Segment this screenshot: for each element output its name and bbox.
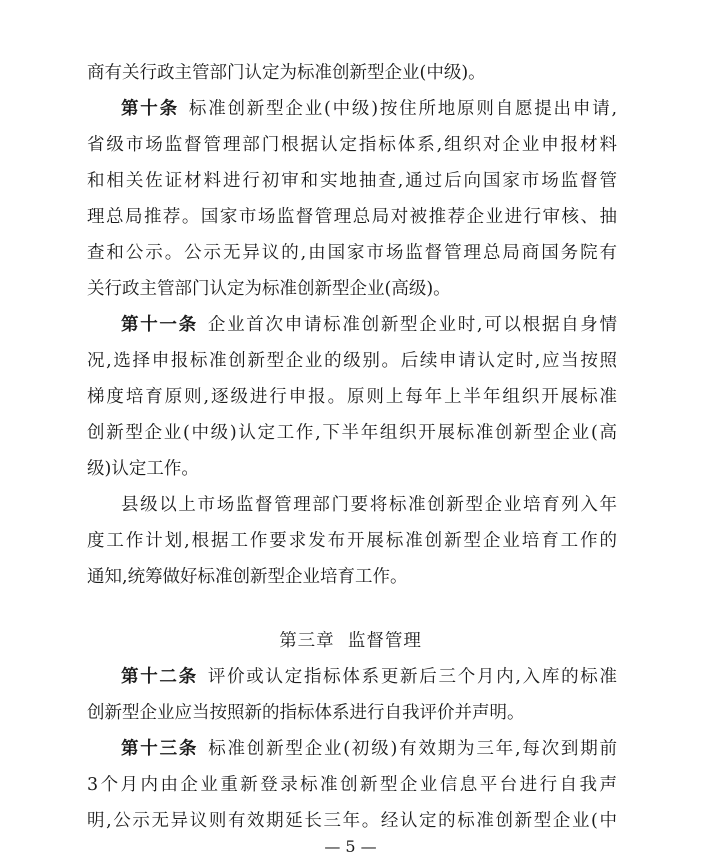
text-line: 县级以上市场监督管理部门要将标准创新型企业培育列入年: [121, 495, 617, 515]
article-heading: 第十三条: [121, 739, 199, 759]
article-line: [121, 666, 617, 688]
article-heading: 第十一条: [121, 315, 198, 335]
page-number: — 5 —: [324, 837, 377, 856]
article-line: [121, 98, 617, 120]
text-line: 和相关佐证材料进行初审和实地抽查,通过后向国家市场监督管: [87, 171, 617, 191]
text-line: 商有关行政主管部门认定为标准创新型企业(中级)。: [87, 63, 486, 83]
text-line: 通知,统筹做好标准创新型企业培育工作。: [87, 567, 408, 587]
text-line: 省级市场监督管理部门根据认定指标体系,组织对企业申报材料: [87, 135, 617, 155]
text-line: 创新型企业(中级)认定工作,下半年组织开展标准创新型企业(高: [87, 423, 617, 443]
text-line: 梯度培育原则,逐级进行申报。原则上每年上半年组织开展标准: [87, 387, 617, 407]
text-line: 况,选择申报标准创新型企业的级别。后续申请认定时,应当按照: [87, 351, 617, 371]
text-line: 级)认定工作。: [87, 459, 199, 479]
text-line: 关行政主管部门认定为标准创新型企业(高级)。: [87, 279, 451, 299]
article-line: [121, 314, 617, 336]
text-line: 创新型企业应当按照新的指标体系进行自我评价并声明。: [87, 703, 525, 723]
text-run: 评价或认定指标体系更新后三个月内,入库的标准: [207, 667, 618, 687]
chapter-heading: 第三章 监督管理: [279, 631, 422, 651]
text-run: 企业首次申请标准创新型企业时,可以根据自身情: [207, 315, 618, 335]
article-line: [121, 738, 617, 760]
text-run: 标准创新型企业(中级)按住所地原则自愿提出申请,: [188, 99, 618, 119]
text-line: 明,公示无异议则有效期延长三年。经认定的标准创新型企业(中: [87, 811, 617, 831]
article-heading: 第十条: [121, 99, 179, 119]
text-line: 度工作计划,根据工作要求发布开展标准创新型企业培育工作的: [87, 531, 617, 551]
text-line: 查和公示。公示无异议的,由国家市场监督管理总局商国务院有: [87, 243, 617, 263]
text-run: 标准创新型企业(初级)有效期为三年,每次到期前: [208, 739, 618, 759]
text-line: 理总局推荐。国家市场监督管理总局对被推荐企业进行审核、抽: [87, 207, 617, 227]
text-line: 3个月内由企业重新登录标准创新型企业信息平台进行自我声: [87, 775, 617, 795]
article-heading: 第十二条: [121, 667, 198, 687]
